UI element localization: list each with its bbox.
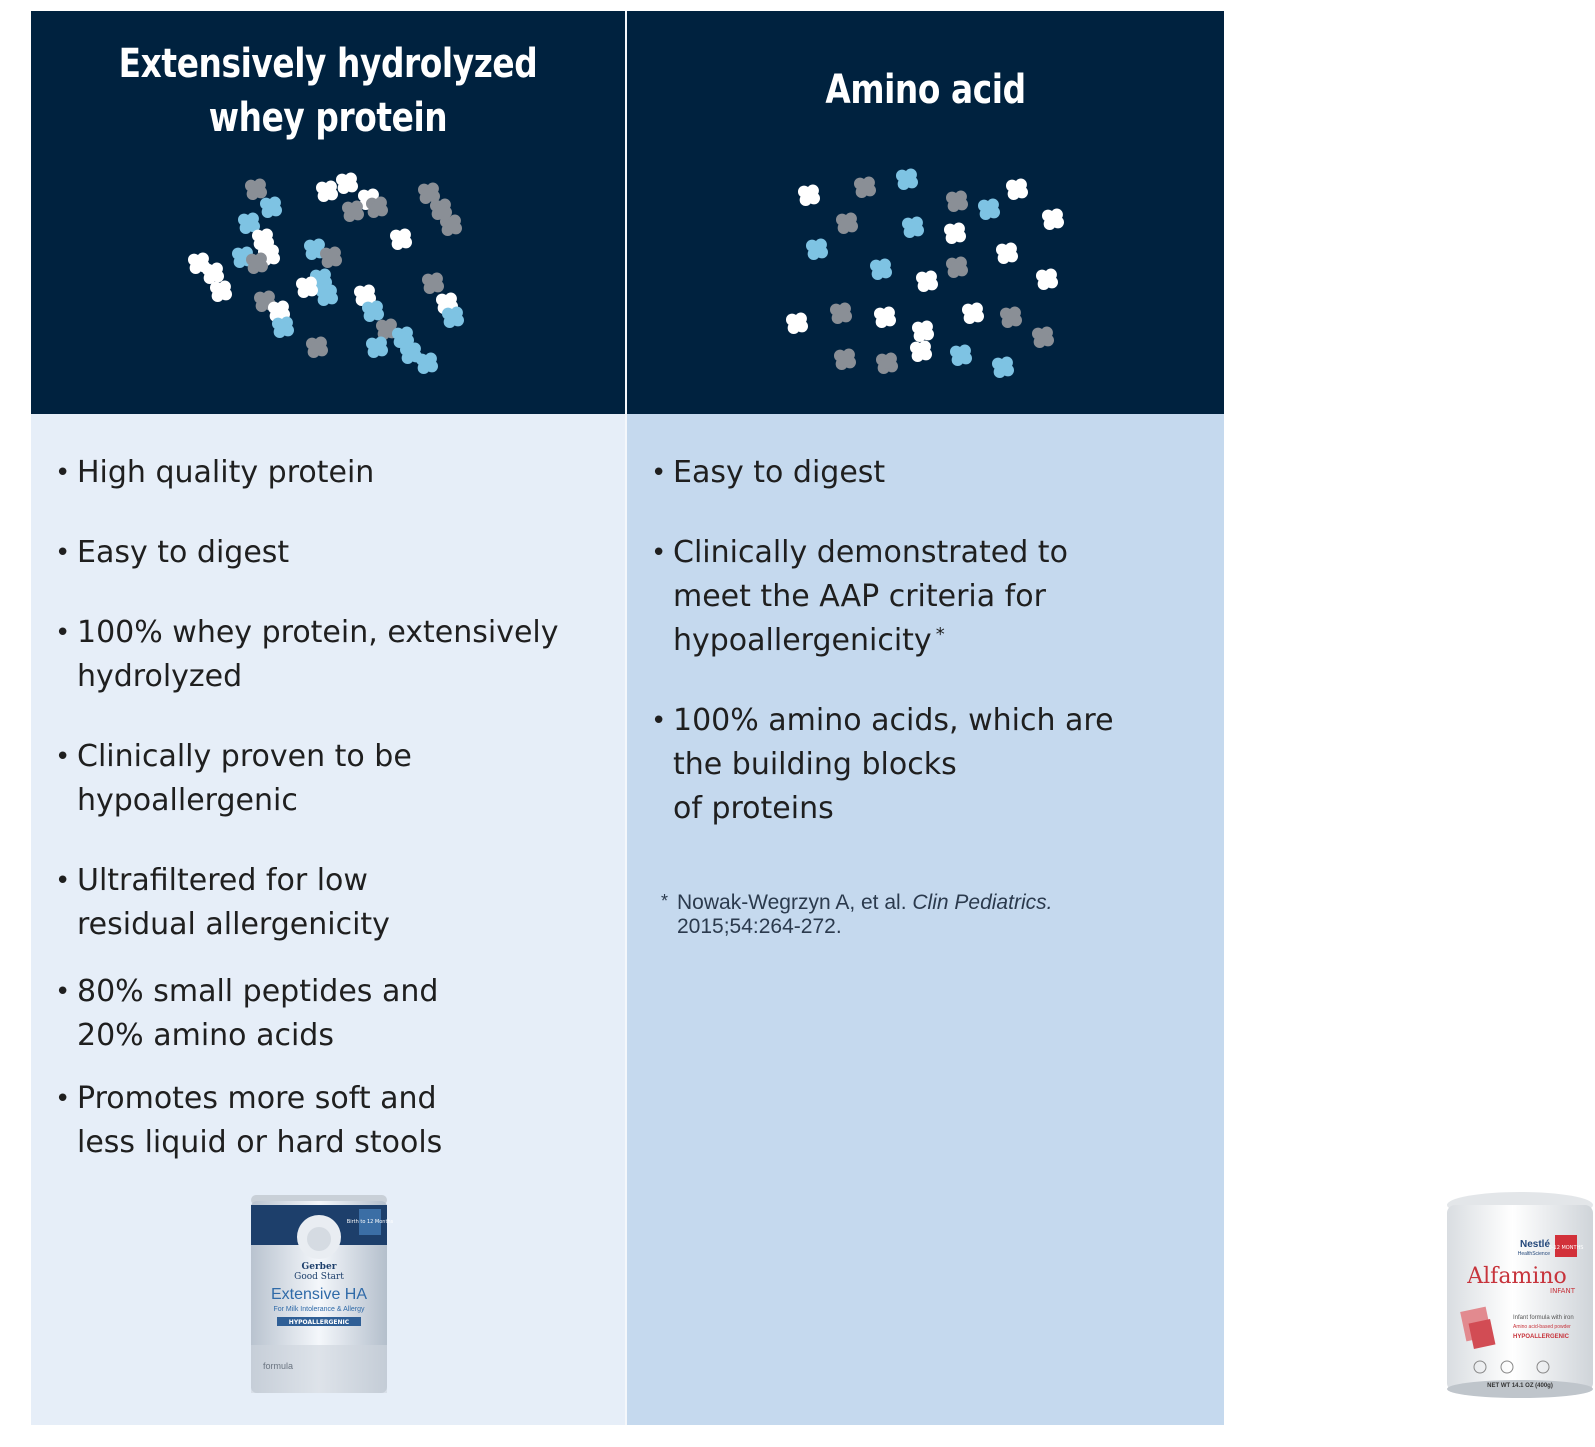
- list-item: • 100% amino acids, which are the building blocks of proteins: [651, 699, 1211, 831]
- particle: [442, 307, 464, 328]
- particle: [874, 307, 896, 328]
- column-title-right: Amino acid: [825, 67, 1026, 113]
- title-line-2: whey protein: [208, 95, 448, 141]
- particle: [320, 247, 342, 268]
- comparison-card: [31, 11, 1584, 1425]
- particle: [944, 223, 966, 244]
- particle: [390, 229, 412, 250]
- particle: [854, 177, 876, 198]
- net-weight: NET WT 14.1 OZ (400g): [1487, 1383, 1553, 1389]
- particle: [1032, 327, 1054, 348]
- particle: [366, 197, 388, 218]
- age-badge: Birth to 12 Months: [346, 1219, 394, 1225]
- list-item: • Clinically proven to be hypoallergenic: [55, 735, 615, 823]
- footnote-journal: Clin Pediatrics.: [912, 891, 1053, 914]
- particle: [916, 271, 938, 292]
- particle: [366, 337, 388, 358]
- alfamino-infant-can: [1445, 1191, 1595, 1401]
- particle: [946, 191, 968, 212]
- particle: [245, 179, 267, 200]
- list-item: • Ultrafiltered for low residual allergenicity: [55, 859, 615, 947]
- footnote-mark: *: [661, 891, 669, 911]
- particle: [342, 201, 364, 222]
- particle: [210, 281, 232, 302]
- particle: [912, 321, 934, 342]
- particle: [422, 273, 444, 294]
- peptide-particles-illustration: [31, 11, 625, 414]
- product-brand: Gerber: [301, 1262, 337, 1272]
- product-subtitle: For Milk Intolerance & Allergy: [273, 1306, 365, 1313]
- particle: [786, 313, 808, 334]
- column-header-right: [627, 11, 1224, 414]
- amino-acid-particles-illustration: [627, 11, 1224, 414]
- product-brand-sub: Good Start: [294, 1272, 344, 1282]
- gerber-extensive-ha-can: [249, 1195, 394, 1399]
- benefit-list-right: [651, 451, 1211, 831]
- particle: [896, 169, 918, 190]
- footnote: [661, 891, 1181, 939]
- list-item: • Easy to digest: [651, 451, 1211, 495]
- list-item: • 80% small peptides and 20% amino acids: [55, 970, 615, 1058]
- product-name: Alfamino: [1467, 1264, 1567, 1289]
- age-badge: 0-12 MONTHS: [1548, 1245, 1584, 1251]
- particle: [798, 185, 820, 206]
- list-item: • 100% whey protein, extensively hydrolyzed: [55, 611, 615, 699]
- hypoallergenic-badge: HYPOALLERGENIC: [288, 1319, 350, 1326]
- list-item-text: Clinically demonstrated to meet the AAP criteria for hypoallergenicity: [673, 535, 1068, 658]
- particle: [272, 317, 294, 338]
- particle: [440, 215, 462, 236]
- particle: [416, 353, 438, 374]
- footnote-marker: *: [935, 624, 945, 645]
- product-desc-2: Amino acid-based powder: [1513, 1324, 1571, 1330]
- footnote-citation: 2015;54:264-272.: [677, 915, 842, 938]
- maker-logo: Nestlé: [1519, 1239, 1550, 1250]
- particle: [202, 263, 224, 284]
- column-extensively-hydrolyzed: [31, 11, 625, 1425]
- list-item: • Easy to digest: [55, 531, 615, 575]
- particle: [876, 353, 898, 374]
- particle: [978, 199, 1000, 220]
- particle: [830, 303, 852, 324]
- product-name-sub: INFANT: [1550, 1287, 1575, 1295]
- particle: [306, 337, 328, 358]
- particle: [946, 257, 968, 278]
- particle: [362, 301, 384, 322]
- particle: [316, 181, 338, 202]
- product-name: Extensive HA: [270, 1286, 368, 1303]
- particle: [1042, 209, 1064, 230]
- benefit-list-left: [55, 451, 615, 1165]
- particle: [996, 243, 1018, 264]
- list-item: • Promotes more soft and less liquid or hard stools: [55, 1077, 615, 1165]
- maker-sub: HealthScience: [1517, 1251, 1550, 1257]
- particle: [834, 349, 856, 370]
- list-item: • High quality protein: [55, 451, 615, 495]
- particle: [910, 341, 932, 362]
- footnote-authors: Nowak-Wegrzyn A, et al.: [677, 891, 907, 914]
- particle: [1036, 269, 1058, 290]
- particle: [316, 285, 338, 306]
- particle: [296, 277, 318, 298]
- column-amino-acid: [627, 11, 1584, 1425]
- list-item: [651, 531, 1211, 663]
- particle: [836, 213, 858, 234]
- particle: [1000, 307, 1022, 328]
- particle: [962, 303, 984, 324]
- product-footer: formula: [263, 1361, 294, 1371]
- particle: [902, 217, 924, 238]
- particle: [246, 253, 268, 274]
- particle: [806, 239, 828, 260]
- title-line-1: Extensively hydrolyzed: [118, 41, 538, 87]
- particle: [950, 345, 972, 366]
- particle: [870, 259, 892, 280]
- particle: [992, 357, 1014, 378]
- hypoallergenic-badge: HYPOALLERGENIC: [1513, 1334, 1570, 1340]
- column-header-left: [31, 11, 625, 414]
- particle: [336, 173, 358, 194]
- particle: [1006, 179, 1028, 200]
- product-desc-1: Infant formula with iron: [1513, 1315, 1574, 1321]
- particle: [260, 197, 282, 218]
